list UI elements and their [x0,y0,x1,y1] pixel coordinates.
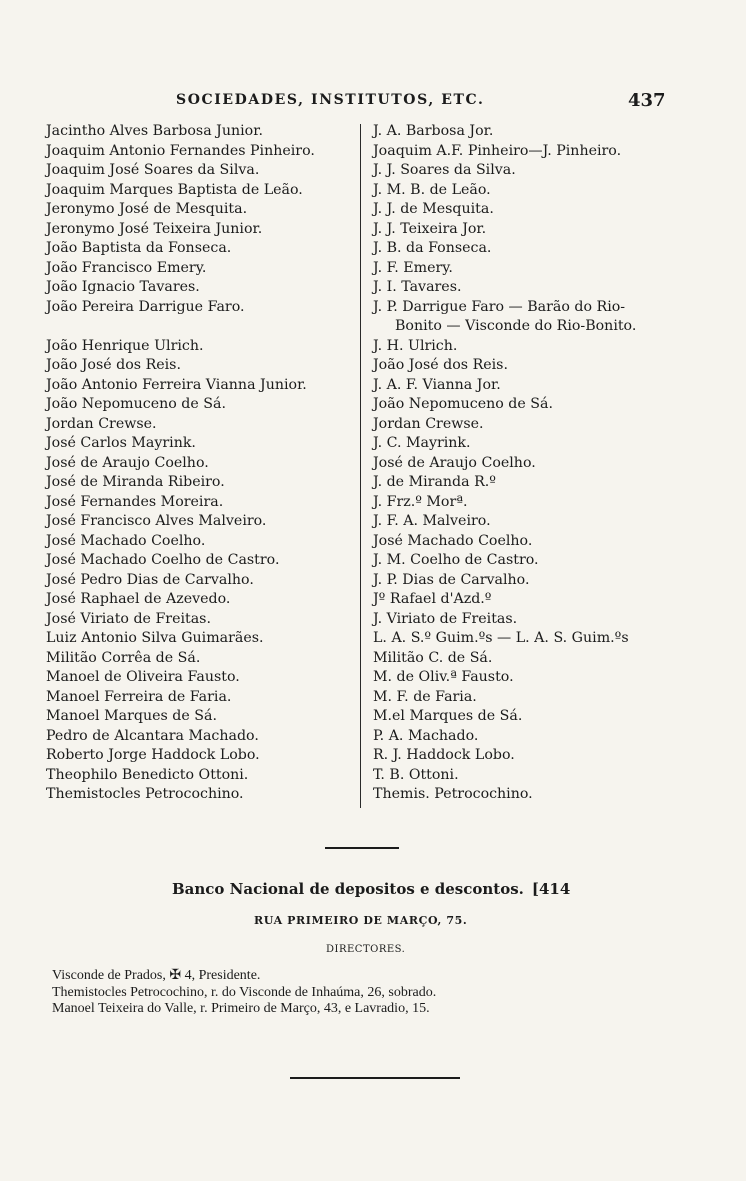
signature-form: J. J. Soares da Silva. [373,162,516,178]
signature-form: J. de Miranda R.º [373,474,496,490]
bank-address: RUA PRIMEIRO DE MARÇO, 75. [254,914,468,927]
signature-form: J. F. A. Malveiro. [373,513,491,529]
full-name: João Antonio Ferreira Vianna Junior. [46,376,307,393]
full-name: João Nepomuceno de Sá. [46,396,226,412]
full-name: José Machado Coelho. [46,532,206,549]
page-number: 437 [628,90,666,111]
signatures-column [373,122,693,805]
signature-form: Militão C. de Sá. [373,649,493,666]
signature-form: J. Frz.º Morª. [373,493,468,510]
full-name: Manoel Ferreira de Faria. [46,688,232,705]
full-name: José de Miranda Ribeiro. [46,474,225,490]
signature-form: J. M. Coelho de Castro. [373,552,539,568]
signature-form: J. B. da Fonseca. [373,240,492,256]
signature-form: José Machado Coelho. [373,532,533,549]
full-name: Luiz Antonio Silva Guimarães. [46,630,264,646]
full-name: José Francisco Alves Malveiro. [46,513,267,529]
signature-form: J. F. Emery. [373,259,453,276]
full-name: Militão Corrêa de Sá. [46,649,201,666]
signature-line-2: Bonito — Visconde do Rio-Bonito. [395,318,637,334]
signature-form: T. B. Ottoni. [373,766,459,783]
director-entry: Themistocles Petrocochino, r. do Visconde de Inhaúma, 26, sobrado. [52,984,437,1000]
signature-form: P. A. Machado. [373,727,479,744]
full-name: Pedro de Alcantara Machado. [46,727,259,744]
full-name: Joaquim Marques Baptista de Leão. [46,181,303,198]
full-name: José Fernandes Moreira. [46,493,224,510]
directors-list [52,968,692,1018]
bank-reference: [414 [531,880,571,898]
signature-form-two-line [373,298,693,337]
full-name: João Baptista da Fonseca. [46,240,232,256]
full-name: Jordan Crewse. [46,415,157,432]
signature-form: L. A. S.º Guim.ºs — L. A. S. Guim.ºs [373,630,629,646]
full-name: João Francisco Emery. [46,259,207,276]
page-header [0,92,746,118]
full-name: Theophilo Benedicto Ottoni. [46,766,249,783]
bank-title [172,880,570,898]
bank-name: Banco Nacional de depositos e descontos. [172,880,524,898]
blank-line [46,317,362,337]
full-name: Jeronymo José de Mesquita. [46,201,248,217]
full-name: Joaquim José Soares da Silva. [46,162,260,178]
signature-form: J. P. Dias de Carvalho. [373,571,530,588]
signature-form: Themis. Petrocochino. [373,786,533,802]
signature-form: J. A. Barbosa Jor. [373,123,494,139]
signature-form: J. M. B. de Leão. [373,181,491,198]
full-name: José Machado Coelho de Castro. [46,552,280,568]
signature-line-1: J. P. Darrigue Faro — Barão do Rio- [373,298,626,315]
signature-form: J. C. Mayrink. [373,435,471,451]
full-name: Themistocles Petrocochino. [46,786,244,802]
signature-form: J. J. Teixeira Jor. [373,220,487,237]
signature-form: João José dos Reis. [373,357,508,373]
full-name: João Ignacio Tavares. [46,279,200,295]
running-title: SOCIEDADES, INSTITUTOS, ETC. [176,92,485,108]
signature-form: M. F. de Faria. [373,688,477,705]
full-name: João Henrique Ulrich. [46,337,204,354]
signature-form: Joaquim A.F. Pinheiro—J. Pinheiro. [373,142,622,159]
signature-form: J. H. Ulrich. [373,337,458,354]
full-name: João José dos Reis. [46,357,181,373]
full-name: Jeronymo José Teixeira Junior. [46,220,263,237]
full-names-column [46,122,362,805]
signature-form: João Nepomuceno de Sá. [373,396,553,412]
signature-form: M. de Oliv.ª Fausto. [373,669,514,685]
full-name: José Pedro Dias de Carvalho. [46,571,254,588]
signature-form: Jordan Crewse. [373,415,484,432]
section-rule [325,847,399,849]
full-name: Roberto Jorge Haddock Lobo. [46,747,260,763]
full-name: Manoel de Oliveira Fausto. [46,669,240,685]
signature-form: J. Viriato de Freitas. [373,610,518,627]
full-name: Joaquim Antonio Fernandes Pinheiro. [46,142,315,159]
full-name: José Viriato de Freitas. [46,610,211,627]
signature-form: R. J. Haddock Lobo. [373,747,515,763]
signature-form: José de Araujo Coelho. [373,454,536,471]
signature-form: Jº Rafael d'Azd.º [373,591,492,607]
signature-form: J. J. de Mesquita. [373,201,494,217]
full-name: José Raphael de Azevedo. [46,591,231,607]
end-rule [290,1077,460,1079]
directors-label: DIRECTORES. [326,944,406,955]
full-name: Jacintho Alves Barbosa Junior. [46,123,263,139]
director-entry: Visconde de Prados, ✠ 4, Presidente. [52,968,261,983]
signature-form: J. A. F. Vianna Jor. [373,376,501,393]
full-name: José Carlos Mayrink. [46,435,196,451]
signature-form: M.el Marques de Sá. [373,708,523,724]
full-name: João Pereira Darrigue Faro. [46,298,245,315]
full-name: Manoel Marques de Sá. [46,708,217,724]
signature-form: J. I. Tavares. [373,279,462,295]
full-name: José de Araujo Coelho. [46,454,209,471]
director-entry: Manoel Teixeira do Valle, r. Primeiro de Março, 43, e Lavradio, 15. [52,1001,430,1016]
